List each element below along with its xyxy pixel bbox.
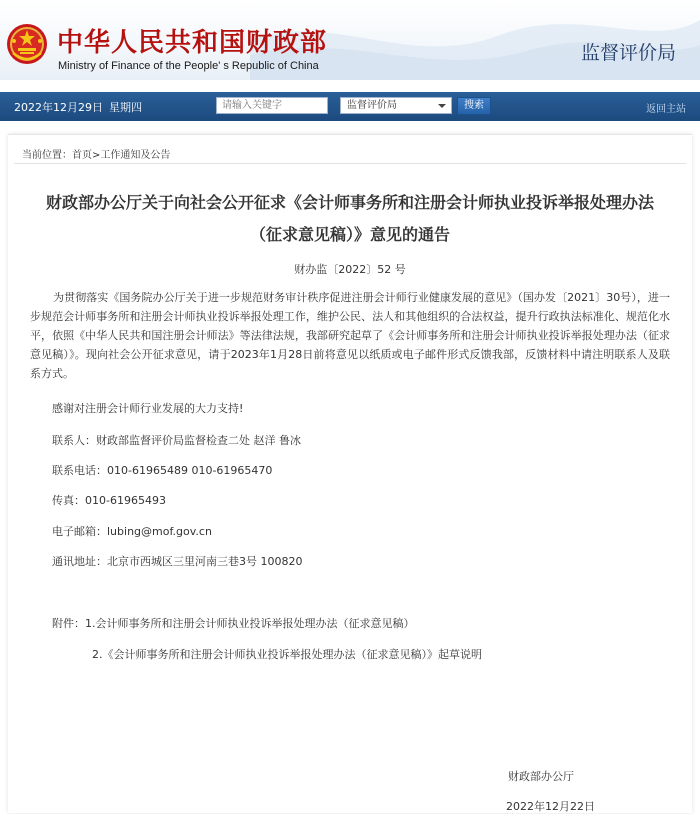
site-subtitle: Ministry of Finance of the People' s Republic of China [58, 60, 319, 72]
chevron-down-icon [438, 104, 446, 108]
national-emblem-icon[interactable] [6, 23, 48, 65]
attachment-2-link[interactable]: 2.《会计师事务所和注册会计师执业投诉举报处理办法（征求意见稿）》起草说明 [92, 648, 482, 661]
breadcrumb[interactable]: 当前位置：首页>工作通知及公告 [22, 150, 171, 161]
breadcrumb-divider [14, 163, 686, 164]
contact-person: 联系人：财政部监督评价局监督检查二处 赵洋 鲁冰 [52, 434, 301, 447]
article-container [8, 134, 692, 813]
department-name: 监督评价局 [580, 42, 676, 64]
contact-email[interactable]: 电子邮箱：lubing@mof.gov.cn [52, 525, 212, 538]
contact-address: 通讯地址：北京市西城区三里河南三巷3号 100820 [52, 555, 303, 568]
attachment-1-link[interactable]: 附件：1.会计师事务所和注册会计师执业投诉举报处理办法（征求意见稿） [52, 617, 415, 630]
date-text: 2022年12月29日 [14, 101, 103, 114]
weekday-text: 星期四 [109, 101, 142, 114]
article-title [28, 187, 672, 251]
contact-fax: 传真：010-61965493 [52, 494, 166, 507]
search-input[interactable] [216, 97, 328, 114]
signer: 财政部办公厅 [508, 770, 574, 783]
article-title-line-2: （征求意见稿）》意见的通告 [249, 225, 450, 244]
search-button[interactable]: 搜索 [457, 97, 491, 115]
search-scope-select[interactable] [340, 97, 452, 114]
site-header [0, 0, 700, 80]
current-date [14, 99, 148, 115]
navigation-bar [0, 92, 700, 121]
search-scope-value: 监督评价局 [347, 100, 397, 111]
document-number: 财办监〔2022〕52 号 [294, 263, 406, 276]
return-home-link[interactable]: 返回主站 [646, 104, 686, 115]
contact-phone: 联系电话：010-61965489 010-61965470 [52, 464, 273, 477]
sign-date: 2022年12月22日 [506, 800, 595, 813]
article-title-line-1: 财政部办公厅关于向社会公开征求《会计师事务所和注册会计师执业投诉举报处理办法 [45, 193, 654, 212]
thanks-line: 感谢对注册会计师行业发展的大力支持! [52, 402, 244, 415]
site-title[interactable]: 中华人民共和国财政部 [57, 28, 328, 58]
article-paragraph: 为贯彻落实《国务院办公厅关于进一步规范财务审计秩序促进注册会计师行业健康发展的意见》（国办发〔2021〕30号），进一步规范会计师事务所和注册会计师执业投诉举报处理工作，维护公民、法人和其他组织的合法权益，提升行政执法标准化、规范化水平，依照《中华人民共和国注册会计师法》等法律法规，我部研究起草了《会计师事务所和注册会计师执业投诉举报处理办法（征求意见稿）》。现向社会公开征求意见，请于2023年1月28日前将意见以纸质或电子邮件形式反馈我部，反馈材料中请注明联系人及联系方式。 [30, 291, 670, 380]
